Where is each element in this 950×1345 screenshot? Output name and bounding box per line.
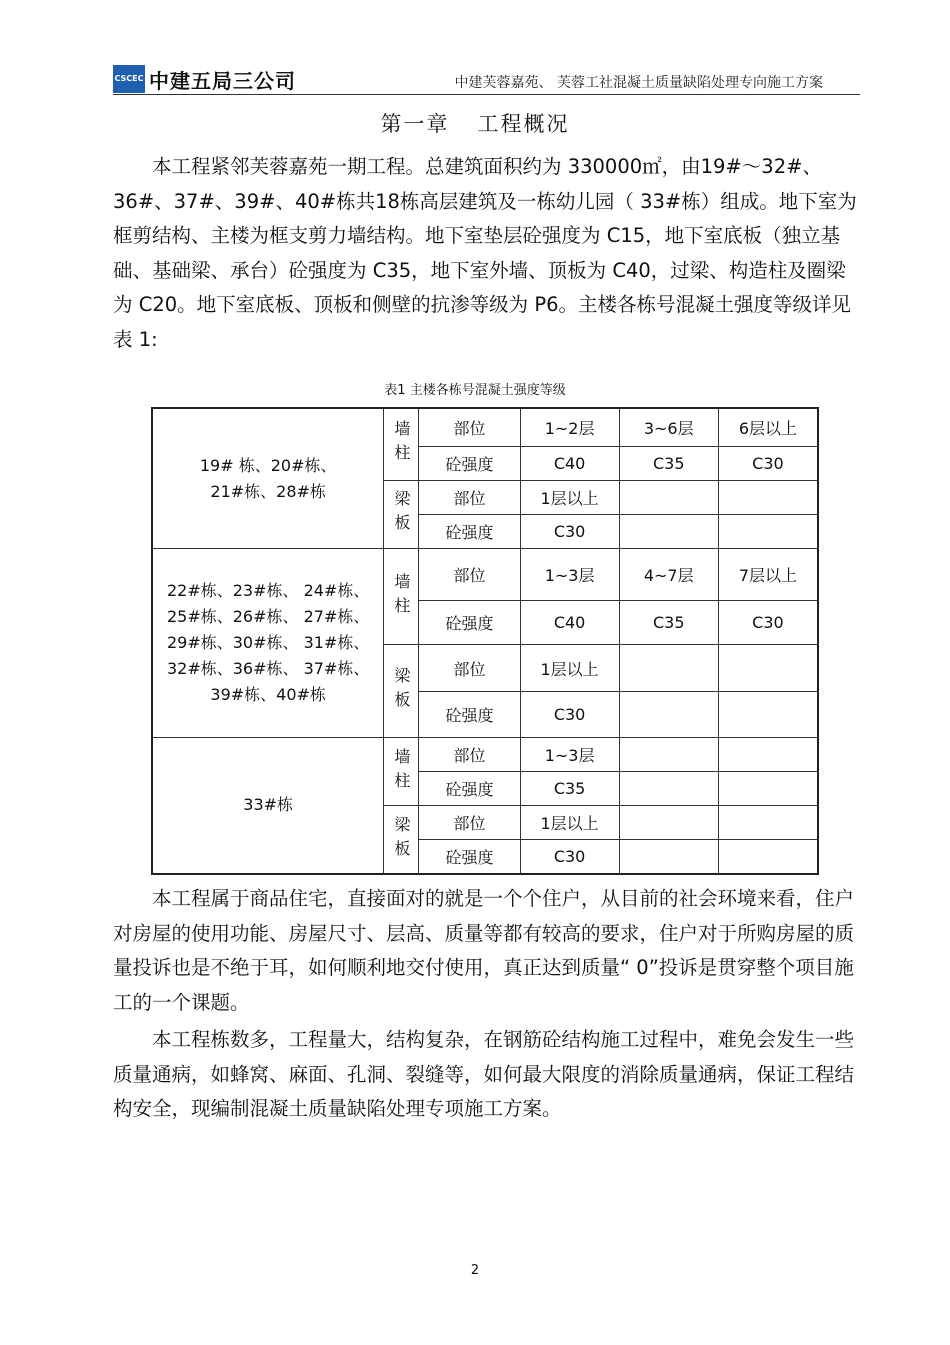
beam-slab-label: 梁板 [384, 645, 419, 737]
strength-label: 砼强度 [419, 691, 520, 737]
strength-grade-cell [619, 772, 718, 806]
strength-grade-cell [718, 691, 818, 737]
strength-grade-cell: C40 [520, 601, 619, 645]
building-line: 22#栋、23#栋、 24#栋、 [166, 580, 370, 600]
floor-range-cell: 1~3层 [520, 549, 619, 601]
building-cell [152, 737, 384, 874]
strength-label: 砼强度 [419, 514, 520, 548]
strength-grade-cell: C35 [619, 601, 718, 645]
floor-range-cell: 1~2层 [520, 408, 619, 446]
building-line: 21#栋、28#栋 [210, 481, 326, 501]
strength-label: 砼强度 [419, 446, 520, 480]
strength-grade-cell [619, 691, 718, 737]
strength-grade-cell: C30 [520, 691, 619, 737]
strength-grade-cell: C30 [718, 601, 818, 645]
table-row [152, 549, 818, 601]
cscec-logo-mark: CSCEC [113, 65, 145, 93]
beam-slab-label: 梁板 [384, 806, 419, 874]
paragraph-housing-text: 本工程属于商品住宅，直接面对的就是一个个住户，从目前的社会环境来看，住户对房屋的使用功能、房屋尺寸、层高、质量等都有较高的要求，住户对于所购房屋的质量投诉也是不绝于耳，如何顺利地交付使用，真正达到质量“ 0”投诉是贯穿整个项目施工的一个课题。 [113, 887, 855, 1014]
floor-range-cell: 1层以上 [520, 645, 619, 691]
building-line: 39#栋、40#栋 [210, 684, 326, 704]
floor-range-cell: 1~3层 [520, 737, 619, 771]
building-line: 32#栋、36#栋、 37#栋、 [166, 658, 370, 678]
floor-range-cell: 7层以上 [718, 549, 818, 601]
company-logo [113, 64, 296, 94]
building-cell [152, 549, 384, 738]
document-header-title: 中建芙蓉嘉苑、 芙蓉工社混凝土质量缺陷处理专向施工方案 [454, 75, 823, 91]
beam-slab-label: 梁板 [384, 480, 419, 548]
strength-grade-cell: C30 [520, 840, 619, 874]
floor-range-cell [718, 480, 818, 514]
building-line: 29#栋、30#栋、 31#栋、 [166, 632, 370, 652]
building-line: 19# 栋、20#栋、 [199, 455, 337, 475]
building-line: 25#栋、26#栋、 27#栋、 [166, 606, 370, 626]
strength-grade-cell: C30 [718, 446, 818, 480]
floor-range-cell [619, 737, 718, 771]
wall-column-label: 墙柱 [384, 737, 419, 805]
chapter-heading [0, 108, 950, 138]
table-row [152, 737, 818, 771]
floor-range-cell: 4~7层 [619, 549, 718, 601]
floor-range-cell [619, 806, 718, 840]
floor-range-cell [718, 645, 818, 691]
company-name: 中建五局三公司 [149, 68, 296, 93]
strength-label: 砼强度 [419, 840, 520, 874]
floor-range-cell [619, 645, 718, 691]
strength-label: 砼强度 [419, 772, 520, 806]
table-caption: 表1 主楼各栋号混凝土强度等级 [384, 383, 566, 398]
strength-grade-cell: C35 [619, 446, 718, 480]
floor-range-cell [718, 737, 818, 771]
position-label: 部位 [419, 549, 520, 601]
floor-range-cell: 1层以上 [520, 480, 619, 514]
strength-grade-cell [718, 772, 818, 806]
floor-range-cell: 6层以上 [718, 408, 818, 446]
strength-grade-cell [619, 514, 718, 548]
paragraph-housing [113, 882, 863, 1020]
chapter-number: 第一章 [380, 112, 450, 136]
position-label: 部位 [419, 480, 520, 514]
strength-grade-cell: C30 [520, 514, 619, 548]
intro-paragraph [113, 150, 863, 357]
strength-grade-cell [619, 840, 718, 874]
paragraph-defects [113, 1023, 863, 1127]
wall-column-label: 墙柱 [384, 549, 419, 645]
building-cell [152, 408, 384, 549]
chapter-title: 工程概况 [477, 112, 570, 136]
strength-grade-cell [718, 840, 818, 874]
position-label: 部位 [419, 645, 520, 691]
position-label: 部位 [419, 737, 520, 771]
strength-grade-cell: C35 [520, 772, 619, 806]
floor-range-cell: 3~6层 [619, 408, 718, 446]
strength-label: 砼强度 [419, 601, 520, 645]
wall-column-label: 墙柱 [384, 408, 419, 480]
position-label: 部位 [419, 806, 520, 840]
floor-range-cell [619, 480, 718, 514]
strength-grade-cell: C40 [520, 446, 619, 480]
concrete-strength-table [151, 407, 819, 875]
header-divider [113, 94, 860, 95]
paragraph-defects-text: 本工程栋数多，工程量大，结构复杂，在钢筋砼结构施工过程中，难免会发生一些质量通病，如蜂窝、麻面、孔洞、裂缝等，如何最大限度的消除质量通病，保证工程结构安全，现编制混凝土质量缺陷处理专项施工方案。 [113, 1028, 855, 1120]
strength-grade-cell [718, 514, 818, 548]
position-label: 部位 [419, 408, 520, 446]
table-row [152, 408, 818, 446]
building-line: 33#栋 [243, 795, 294, 815]
floor-range-cell [718, 806, 818, 840]
floor-range-cell: 1层以上 [520, 806, 619, 840]
page-number: 2 [470, 1263, 480, 1278]
intro-text: 本工程紧邻芙蓉嘉苑一期工程。总建筑面积约为 330000㎡，由19#～32#、36#、37#、39#、40#栋共18栋高层建筑及一栋幼儿园（ 33#栋）组成。地下室为框剪结构、主楼为框支剪力墙结构。地下室垫层砼强度为 C15，地下室底板（独立基础、基础梁、承台）砼强度为 C35，地下室外墙、顶板为 C40，过梁、构造柱及圈梁为 C20。地下室底板、顶板和侧壁的抗渗等级为 P6。主楼各栋号混凝土强度等级详见表 1: [113, 155, 857, 351]
